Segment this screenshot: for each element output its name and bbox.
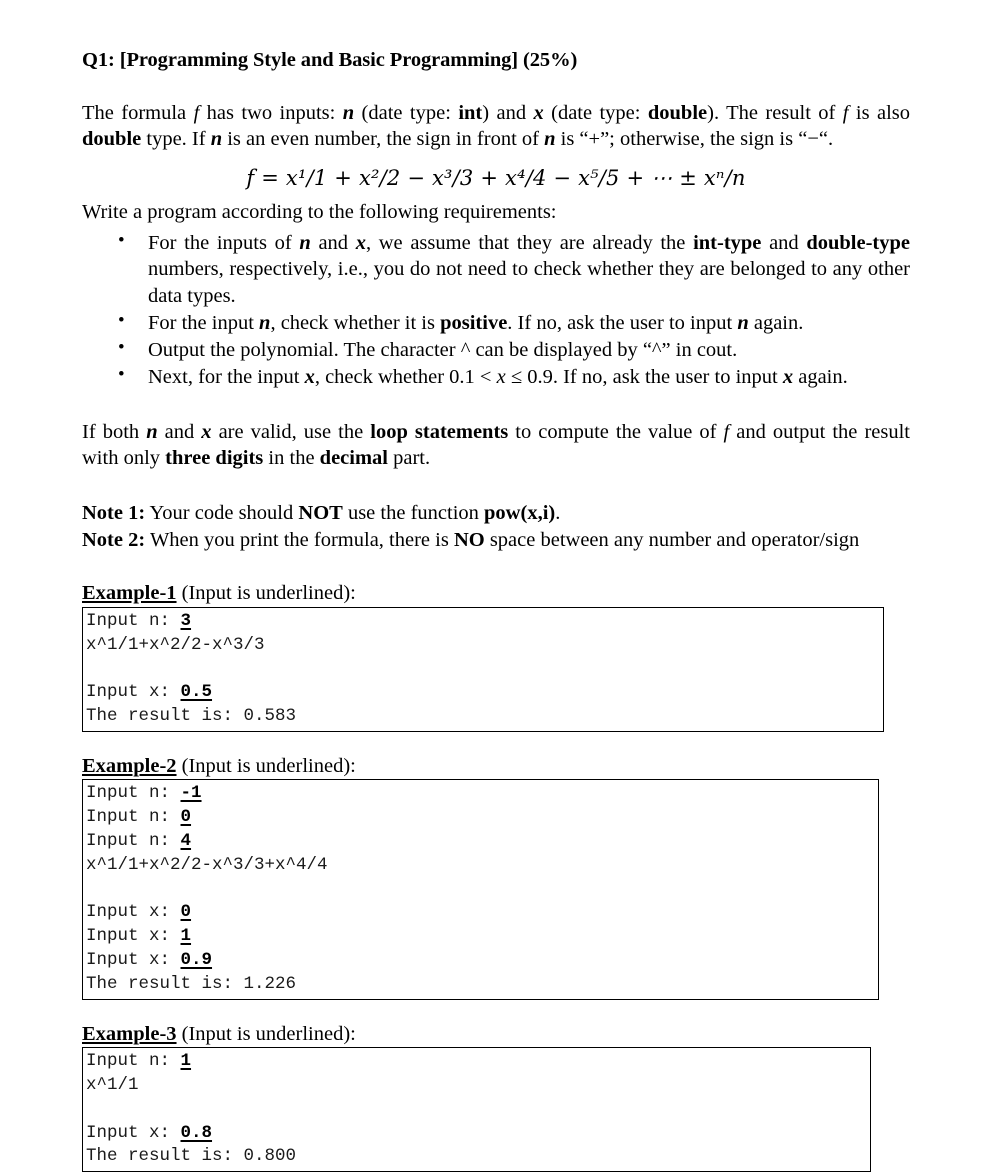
console-line (86, 610, 883, 634)
console-line (86, 1098, 870, 1122)
console-prompt: Input n: (86, 783, 181, 804)
console-line (86, 806, 878, 830)
note-1-label: Note 1: (82, 501, 146, 524)
console-prompt: Input x: (86, 1122, 181, 1143)
intro-text-g: ). The result of (707, 101, 843, 124)
console-line (86, 830, 878, 854)
b2-var-n: n (259, 312, 271, 335)
console-user-input: 0.9 (180, 949, 213, 970)
console-prompt: x^1/1+x^2/2-x^3/3+x^4/4 (86, 854, 328, 875)
console-prompt: Input x: (86, 949, 181, 970)
intro-paragraph (82, 100, 910, 153)
requirements-lead: Write a program according to the following requirements: (82, 200, 557, 223)
b2-b: , check whether it is (270, 312, 441, 335)
b2-var-n-2: n (737, 312, 749, 335)
console-prompt: Input x: (86, 682, 181, 703)
console-prompt: x^1/1 (86, 1074, 139, 1095)
example-2-caption: (Input is underlined): (176, 754, 356, 777)
requirement-item-3 (82, 337, 910, 364)
b1-var-x: x (355, 231, 366, 254)
console-line (86, 949, 878, 973)
b4-a: Next, for the input (148, 365, 305, 388)
formula-lhs: f = (246, 165, 280, 190)
cl-c: are valid, use the (211, 420, 371, 443)
requirement-item-4 (82, 364, 910, 391)
example-1-console (82, 607, 884, 732)
console-line (86, 973, 878, 997)
var-n: n (342, 101, 355, 124)
b4-var-x-3: x (782, 365, 794, 388)
intro-text-d: ) and (482, 101, 534, 124)
page-title: Q1: [Programming Style and Basic Programming] (25%) (82, 49, 578, 71)
console-line (86, 901, 878, 925)
b1-b: and (310, 231, 356, 254)
cl-var-x: x (201, 420, 212, 443)
cl-loop-statements: loop statements (370, 420, 509, 443)
note-1 (82, 500, 910, 527)
console-prompt: The result is: 0.583 (86, 705, 297, 726)
var-f: f (193, 101, 200, 124)
console-user-input: 4 (180, 830, 192, 851)
console-user-input: 0 (180, 807, 192, 828)
console-line (86, 854, 878, 878)
var-n-2: n (210, 128, 223, 151)
type-double: double (647, 101, 708, 124)
b1-double-type: double-type (806, 231, 910, 254)
console-line (86, 1122, 870, 1146)
console-line (86, 705, 883, 729)
cl-decimal: decimal (319, 447, 388, 470)
console-user-input: 1 (180, 1051, 192, 1072)
cl-three-digits: three digits (165, 447, 264, 470)
b1-int-type: int-type (693, 231, 762, 254)
console-user-input: 0.8 (180, 1122, 213, 1143)
b1-d: and (761, 231, 807, 254)
console-prompt: The result is: 1.226 (86, 973, 297, 994)
console-user-input: 0 (180, 902, 192, 923)
cl-e: and output the result with only (82, 420, 910, 470)
b4-var-x-2: x (496, 365, 506, 388)
note-2-label: Note 2: (82, 528, 146, 551)
intro-text-b: has two inputs: (199, 101, 343, 124)
example-3-console (82, 1047, 871, 1172)
formula-body: x¹/1 + x²/2 − x³/3 + x⁴/4 − x⁵/5 + ⋯ ± xⁿ/n (285, 165, 746, 190)
cl-var-f: f (723, 420, 730, 443)
console-line (86, 657, 883, 681)
var-x: x (533, 101, 544, 124)
intro-text-a: The formula (82, 101, 194, 124)
closing-paragraph (82, 419, 910, 472)
example-1-caption: (Input is underlined): (176, 582, 356, 605)
example-3-name: Example-3 (82, 1022, 177, 1045)
b2-positive: positive (440, 312, 508, 335)
cl-var-n: n (146, 420, 158, 443)
console-line (86, 1074, 870, 1098)
note-1-not: NOT (298, 501, 343, 524)
b2-d: again. (748, 312, 804, 335)
console-line (86, 634, 883, 658)
console-prompt: The result is: 0.800 (86, 1146, 297, 1167)
b4-c: ≤ 0.9. If no, ask the user to input (505, 365, 783, 388)
b1-c: , we assume that they are already the (365, 231, 694, 254)
intro-text-k: is “+”; otherwise, the sign is “−“. (555, 128, 834, 151)
console-prompt: x^1/1+x^2/2-x^3/3 (86, 634, 265, 655)
note-2-a: When you print the formula, there is (145, 528, 454, 551)
requirements-list (82, 230, 910, 391)
cl-a: If both (82, 420, 147, 443)
note-2-b: space between any number and operator/sign (484, 528, 860, 551)
note-1-pow: pow(x,i) (484, 501, 556, 524)
console-prompt: Input n: (86, 807, 181, 828)
example-2-heading (82, 754, 910, 779)
intro-text-i: type. If (141, 128, 211, 151)
b1-e: numbers, respectively, i.e., you do not need to check whether they are belonged to any other data types. (148, 258, 910, 308)
console-user-input: -1 (180, 783, 202, 804)
cl-g: in the (263, 447, 320, 470)
cl-h: part. (388, 447, 431, 470)
console-line (86, 878, 878, 902)
intro-text-c: (date type: (354, 101, 459, 124)
console-user-input: 3 (180, 610, 192, 631)
console-prompt: Input x: (86, 902, 181, 923)
type-double-2: double (82, 128, 142, 151)
b4-var-x: x (304, 365, 315, 388)
requirement-item-1 (82, 230, 910, 311)
console-line (86, 782, 878, 806)
example-3-caption: (Input is underlined): (176, 1022, 356, 1045)
note-1-c: . (555, 501, 561, 524)
b3-a: Output the polynomial. The character ^ can be displayed by “^” in cout. (148, 338, 738, 361)
intro-text-e: (date type: (543, 101, 648, 124)
console-prompt: Input x: (86, 926, 181, 947)
cl-d: to compute the value of (508, 420, 724, 443)
console-prompt: Input n: (86, 830, 181, 851)
b1-var-n: n (299, 231, 311, 254)
example-2-name: Example-2 (82, 754, 177, 777)
var-n-3: n (544, 128, 556, 151)
example-3-heading (82, 1022, 910, 1047)
formula-text (246, 166, 745, 190)
note-1-a: Your code should (145, 501, 299, 524)
display-formula (82, 166, 910, 190)
note-2-no: NO (453, 528, 485, 551)
type-int: int (458, 101, 483, 124)
b1-a: For the inputs of (148, 231, 300, 254)
b2-a: For the input (148, 312, 260, 335)
b2-c: . If no, ask the user to input (507, 312, 738, 335)
note-1-b: use the function (342, 501, 485, 524)
var-f-2: f (842, 101, 849, 124)
intro-text-h: is also (848, 101, 910, 124)
example-2-console (82, 779, 879, 999)
console-line (86, 1145, 870, 1169)
b4-d: again. (793, 365, 848, 388)
console-prompt: Input n: (86, 1051, 181, 1072)
console-user-input: 1 (180, 926, 192, 947)
b4-b: , check whether 0.1 < (314, 365, 497, 388)
intro-text-j: is an even number, the sign in front of (222, 128, 545, 151)
example-1-heading (82, 581, 910, 606)
cl-b: and (157, 420, 202, 443)
console-line (86, 1050, 870, 1074)
example-1-name: Example-1 (82, 582, 177, 605)
console-prompt: Input n: (86, 610, 181, 631)
console-line (86, 925, 878, 949)
note-2 (82, 527, 910, 554)
console-user-input: 0.5 (180, 682, 213, 703)
requirement-item-2 (82, 310, 910, 337)
console-line (86, 681, 883, 705)
